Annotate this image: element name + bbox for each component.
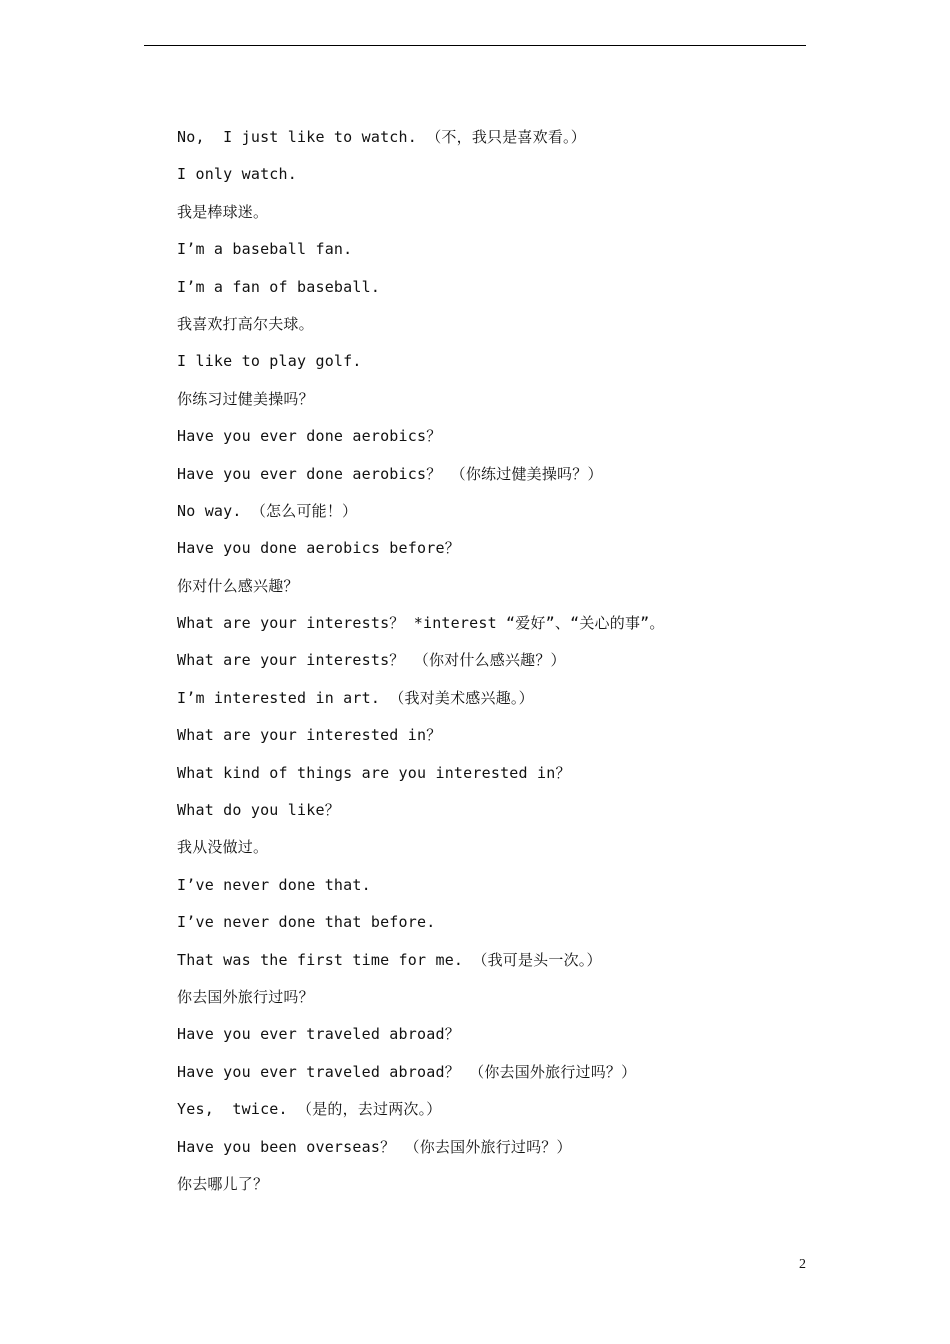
text-line: That was the first time for me. （我可是头一次。） — [177, 950, 602, 969]
text-line: What are your interested in？ — [177, 726, 442, 745]
text-line: What are your interests？ （你对什么感兴趣？） — [177, 651, 566, 670]
text-line: What do you like？ — [177, 801, 340, 820]
text-line: Yes, twice. （是的，去过两次。） — [177, 1100, 442, 1119]
text-line: 我从没做过。 — [177, 838, 269, 857]
text-line: Have you ever traveled abroad？ — [177, 1025, 460, 1044]
text-line: I’m a baseball fan. — [177, 240, 353, 259]
text-line: Have you been overseas？ （你去国外旅行过吗？） — [177, 1137, 572, 1156]
text-line: I like to play golf. — [177, 352, 362, 371]
text-line: 你练习过健美操吗？ — [177, 389, 314, 408]
text-line: I’ve never done that before. — [177, 913, 436, 932]
text-line: I’m a fan of baseball. — [177, 277, 381, 296]
text-line: What kind of things are you interested in？ — [177, 763, 571, 782]
text-line: 我喜欢打高尔夫球。 — [177, 314, 314, 333]
text-lines — [177, 124, 837, 1208]
text-line: No way. （怎么可能！） — [177, 501, 358, 520]
text-line: Have you ever traveled abroad？ （你去国外旅行过吗？） — [177, 1062, 637, 1081]
text-line: 我是棒球迷。 — [177, 202, 269, 221]
text-line: I’ve never done that. — [177, 875, 371, 894]
text-line: What are your interests？ *interest “爱好”、“关心的事”。 — [177, 614, 665, 633]
page-number: 2 — [799, 1257, 806, 1272]
header-rule — [144, 45, 806, 46]
text-line: 你对什么感兴趣？ — [177, 576, 299, 595]
text-line: I only watch. — [177, 165, 297, 184]
text-line: Have you ever done aerobics？ （你练过健美操吗？） — [177, 464, 603, 483]
text-line: 你去哪儿了？ — [177, 1174, 269, 1193]
text-line: I’m interested in art. （我对美术感兴趣。） — [177, 688, 534, 707]
text-line: Have you ever done aerobics？ — [177, 427, 442, 446]
text-line: 你去国外旅行过吗？ — [177, 987, 314, 1006]
text-line: No, I just like to watch. （不，我只是喜欢看。） — [177, 128, 586, 146]
text-line: Have you done aerobics before？ — [177, 539, 460, 558]
